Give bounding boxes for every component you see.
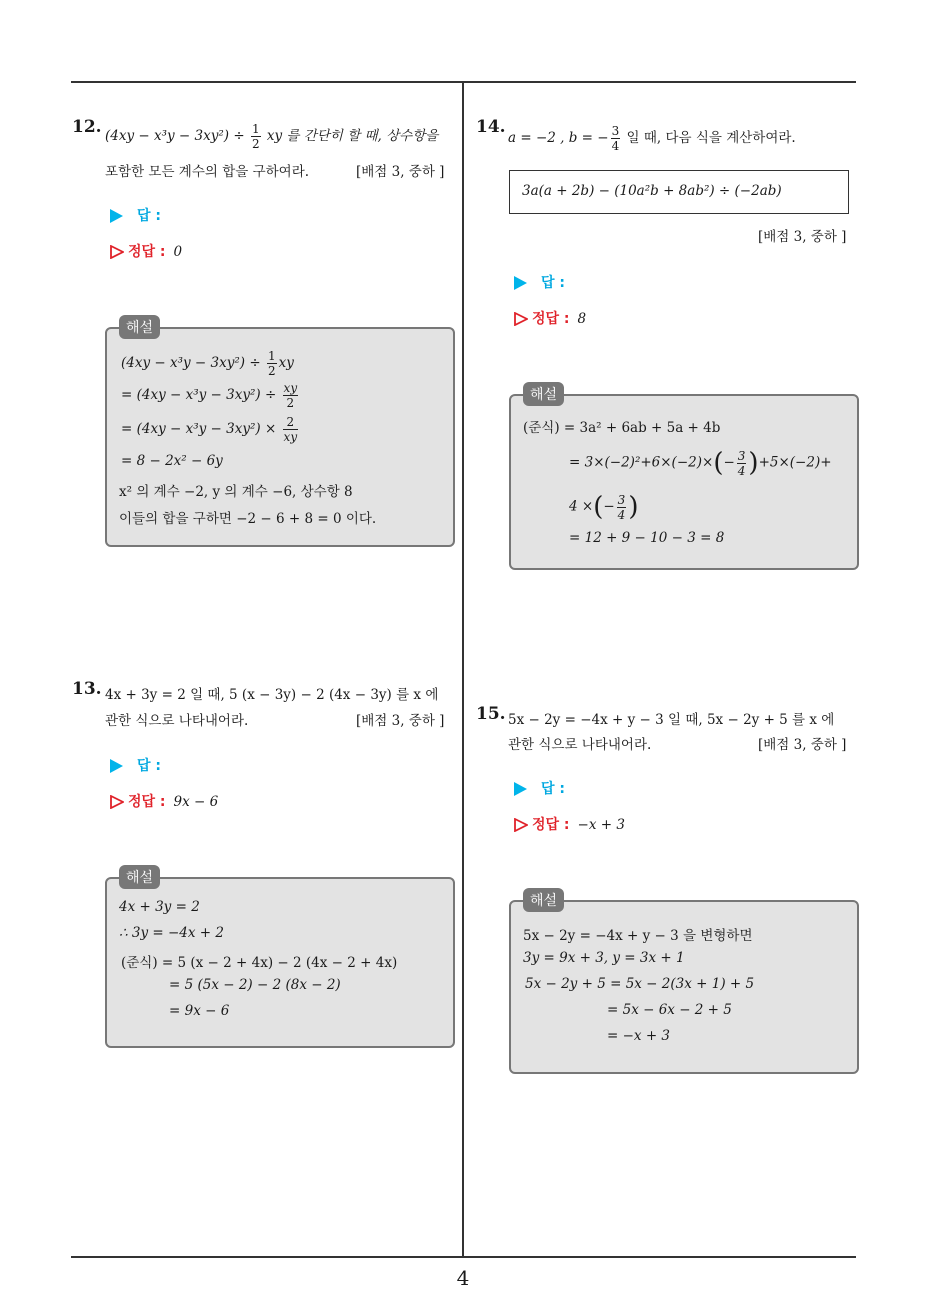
outline-triangle-icon bbox=[110, 245, 124, 259]
solution-box bbox=[105, 870, 455, 1048]
question-text bbox=[105, 122, 438, 151]
solution-tag: 해설 bbox=[523, 888, 564, 912]
answer-label: 답 : bbox=[110, 205, 161, 225]
solution-line-2: = 3×(−2)²+6×(−2)×(− $\frac{3}{4}$ )+5×(−2)+ bbox=[569, 448, 832, 478]
expression: 3a(a + 2b) − (10a²b + 8ab²) ÷ (−2ab) bbox=[522, 183, 782, 199]
play-icon bbox=[110, 759, 123, 773]
problem-number: 14. bbox=[476, 117, 506, 137]
expression-box bbox=[509, 170, 849, 214]
play-icon bbox=[110, 209, 123, 223]
question-expression: (4xy − x³y − 3xy²) ÷ bbox=[105, 128, 245, 144]
solution-line-2: 3y = 9x + 3, y = 3x + 1 bbox=[523, 950, 685, 966]
column-divider bbox=[462, 82, 464, 1258]
solution-line-1: (4xy − x³y − 3xy²) ÷ $\frac{1}{2}$ xy bbox=[121, 349, 294, 378]
solution-line-5: = 9x − 6 bbox=[169, 1003, 230, 1019]
fraction: $\frac{1}{2}$ bbox=[251, 122, 260, 151]
solution-line-4: = 8 − 2x² − 6y bbox=[121, 453, 223, 469]
solution-line-4: = 5x − 6x − 2 + 5 bbox=[607, 1002, 732, 1018]
solution-line-5: x² 의 계수 −2, y 의 계수 −6, 상수항 8 bbox=[119, 484, 353, 500]
solution-line-3: 5x − 2y + 5 = 5x − 2(3x + 1) + 5 bbox=[525, 976, 755, 992]
question-tail: xy 를 간단히 할 때, 상수항을 bbox=[266, 128, 439, 144]
solution-tag: 해설 bbox=[523, 382, 564, 406]
score-meta: [배점 3, 중하 ] bbox=[758, 229, 847, 245]
outline-triangle-icon bbox=[514, 312, 528, 326]
solution-line-3: = (4xy − x³y − 3xy²) × $\frac{2}{xy}$ bbox=[121, 415, 298, 444]
solution-line-3: (준식) = 5 (x − 2 + 4x) − 2 (4x − 2 + 4x) bbox=[121, 955, 398, 971]
play-icon bbox=[514, 782, 527, 796]
correct-answer: 정답 : 9x − 6 bbox=[110, 791, 218, 811]
question-text: 5x − 2y = −4x + y − 3 일 때, 5x − 2y + 5 를 x 에 bbox=[508, 712, 835, 728]
solution-line-4: = 12 + 9 − 10 − 3 = 8 bbox=[569, 530, 725, 546]
solution-tag: 해설 bbox=[119, 315, 160, 339]
problem-number: 12. bbox=[72, 117, 102, 137]
question-text: 4x + 3y = 2 일 때, 5 (x − 3y) − 2 (4x − 3y) 를 x 에 bbox=[105, 687, 439, 703]
answer-value: 8 bbox=[577, 311, 587, 327]
solution-line-2: = (4xy − x³y − 3xy²) ÷ $\frac{xy}{2}$ bbox=[121, 381, 298, 410]
answer-label: 답 : bbox=[110, 755, 161, 775]
answer-value: −x + 3 bbox=[577, 817, 625, 833]
problem-number: 15. bbox=[476, 704, 506, 724]
solution-box bbox=[105, 320, 455, 547]
solution-tag: 해설 bbox=[119, 865, 160, 889]
solution-line-1: (준식) = 3a² + 6ab + 5a + 4b bbox=[523, 420, 721, 436]
solution-box bbox=[509, 387, 859, 570]
answer-value: 9x − 6 bbox=[173, 794, 219, 810]
page-number: 4 bbox=[456, 1266, 470, 1290]
correct-answer: 정답 : −x + 3 bbox=[514, 814, 625, 834]
solution-line-2: ∴ 3y = −4x + 2 bbox=[119, 925, 224, 941]
fraction: $\frac{3}{4}$ bbox=[611, 124, 620, 153]
solution-line-6: 이들의 합을 구하면 −2 − 6 + 8 = 0 이다. bbox=[119, 511, 377, 527]
score-meta: [배점 3, 중하 ] bbox=[758, 737, 847, 753]
outline-triangle-icon bbox=[110, 795, 124, 809]
question-line-2: 관한 식으로 나타내어라. bbox=[508, 737, 652, 753]
score-meta: [배점 3, 중하 ] bbox=[356, 164, 445, 180]
correct-answer: 정답 : 8 bbox=[514, 308, 586, 328]
solution-line-5: = −x + 3 bbox=[607, 1028, 671, 1044]
question-text: a = −2 , b = − $\frac{3}{4}$ 일 때, 다음 식을 계산하여라. bbox=[508, 124, 796, 153]
answer-label: 답 : bbox=[514, 778, 565, 798]
correct-answer: 정답 : 0 bbox=[110, 241, 182, 261]
solution-line-1: 4x + 3y = 2 bbox=[119, 899, 200, 915]
answer-label: 답 : bbox=[514, 272, 565, 292]
problem-number: 13. bbox=[72, 679, 102, 699]
solution-line-1: 5x − 2y = −4x + y − 3 을 변형하면 bbox=[523, 928, 753, 944]
score-meta: [배점 3, 중하 ] bbox=[356, 713, 445, 729]
solution-line-4: = 5 (5x − 2) − 2 (8x − 2) bbox=[169, 977, 341, 993]
solution-box bbox=[509, 893, 859, 1074]
bottom-rule bbox=[71, 1256, 856, 1258]
solution-line-3: 4 ×(− $\frac{3}{4}$ ) bbox=[569, 492, 639, 522]
question-line-2: 관한 식으로 나타내어라. bbox=[105, 713, 249, 729]
answer-value: 0 bbox=[173, 244, 183, 260]
question-line-2: 포함한 모든 계수의 합을 구하여라. bbox=[105, 164, 310, 180]
outline-triangle-icon bbox=[514, 818, 528, 832]
play-icon bbox=[514, 276, 527, 290]
